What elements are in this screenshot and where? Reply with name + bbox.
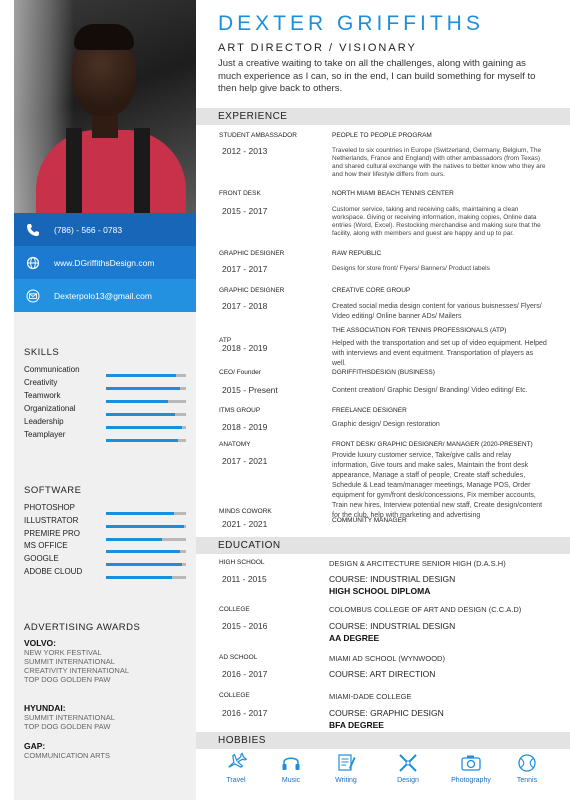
experience-description: Created social media design content for various buisnesses/ Flyers/ Video editing/ Online banner ADs/ Mailers <box>332 303 542 320</box>
airplane-icon <box>225 752 247 774</box>
hobby-label: Music <box>281 777 301 784</box>
phone-icon <box>22 219 44 241</box>
experience-organization: RAW REPUBLIC <box>332 250 382 257</box>
award-item: SUMMIT INTERNATIONAL <box>24 657 115 666</box>
contact-website[interactable] <box>14 246 196 279</box>
award-item: COMMUNICATION ARTS <box>24 751 110 760</box>
hobby-tennis <box>502 752 552 784</box>
experience-dates: 2017 - 2018 <box>222 301 268 311</box>
skill-row <box>24 404 189 417</box>
hobby-label: Design <box>397 777 419 784</box>
skill-bar-fill <box>106 538 162 541</box>
software-row <box>24 541 189 554</box>
hobby-design <box>383 752 433 784</box>
skill-label: GOOGLE <box>24 554 59 564</box>
candidate-name: DEXTER GRIFFITHS <box>218 12 484 35</box>
skill-bar-track <box>106 439 186 442</box>
software-row <box>24 516 189 529</box>
education-dates: 2016 - 2017 <box>222 669 268 679</box>
software-row <box>24 567 189 580</box>
education-level: HIGH SCHOOL <box>219 559 265 566</box>
award-item: SUMMIT INTERNATIONAL <box>24 713 115 722</box>
experience-organization: COMMUNITY MANAGER <box>332 517 407 524</box>
experience-organization: NORTH MIAMI BEACH TENNIS CENTER <box>332 190 454 197</box>
award-item: TOP DOG GOLDEN PAW <box>24 675 111 684</box>
software-row <box>24 503 189 516</box>
profile-photo <box>14 0 196 213</box>
contact-phone[interactable] <box>14 213 196 246</box>
hobby-label: Travel <box>226 777 246 784</box>
software-row <box>24 554 189 567</box>
education-level: AD SCHOOL <box>219 654 258 661</box>
education-course: COURSE: INDUSTRIAL DESIGN <box>329 621 456 631</box>
skill-bar-fill <box>106 387 180 390</box>
experience-role: CEO/ Founder <box>219 369 261 376</box>
hobby-label: Tennis <box>516 777 538 784</box>
contact-email[interactable] <box>14 279 196 312</box>
sidebar <box>14 0 196 800</box>
award-item: NEW YORK FESTIVAL <box>24 648 102 657</box>
skill-label: Teamplayer <box>24 430 66 439</box>
email-address[interactable]: Dexterpolo13@gmail.com <box>54 290 152 301</box>
skill-bar-fill <box>106 439 178 442</box>
award-item: CREATIVITY INTERNATIONAL <box>24 666 130 675</box>
skill-bar-track <box>106 576 186 579</box>
skill-bar-fill <box>106 413 175 416</box>
summary-text: Just a creative waiting to take on all the challenges, along with gaining as much experience as I can, so in the end, I can build something for myself to then help give back to others. <box>218 58 536 94</box>
award-brand: VOLVO: <box>24 638 56 648</box>
skill-bar-fill <box>106 550 180 553</box>
tennis-ball-icon <box>516 752 538 774</box>
skill-bar-fill <box>106 576 172 579</box>
education-dates: 2015 - 2016 <box>222 621 268 631</box>
skill-label: Leadership <box>24 417 64 426</box>
experience-description: Graphic design/ Design restoration <box>332 421 440 428</box>
skill-bar-fill <box>106 512 174 515</box>
skill-row <box>24 378 189 391</box>
hobby-writing <box>321 752 371 784</box>
award-item: TOP DOG GOLDEN PAW <box>24 722 111 731</box>
skill-bar-track <box>106 387 186 390</box>
skill-label: PHOTOSHOP <box>24 503 75 512</box>
skill-bar-fill <box>106 374 176 377</box>
education-dates: 2016 - 2017 <box>222 708 268 718</box>
skill-bar-fill <box>106 563 182 566</box>
education-header: EDUCATION <box>196 537 570 554</box>
skill-label: Organizational <box>24 404 76 413</box>
experience-organization: THE ASSOCIATION FOR TENNIS PROFESSIONALS (ATP) <box>332 327 507 334</box>
experience-header: EXPERIENCE <box>196 108 570 125</box>
experience-organization: FREELANCE DESIGNER <box>332 407 407 414</box>
skill-label: MS OFFICE <box>24 541 68 551</box>
candidate-title: ART DIRECTOR / VISIONARY <box>218 42 417 54</box>
experience-role: ITMS GROUP <box>219 407 261 414</box>
education-level: COLLEGE <box>219 606 250 613</box>
hobbies-header: HOBBIES <box>196 732 570 749</box>
skill-row <box>24 417 189 430</box>
experience-dates: 2015 - Present <box>222 385 278 395</box>
experience-role: GRAPHIC DESIGNER <box>219 287 285 294</box>
experience-dates: 2012 - 2013 <box>222 146 268 156</box>
skill-row <box>24 365 189 378</box>
skill-bar-track <box>106 538 186 541</box>
experience-dates: 2017 - 2017 <box>222 264 268 274</box>
education-school: MIAMI-DADE COLLEGE <box>329 692 412 701</box>
experience-dates: 2017 - 2021 <box>222 456 268 466</box>
experience-role: MINDS COWORK <box>219 508 272 515</box>
hobby-travel <box>211 752 261 784</box>
experience-description: Content creation/ Graphic Design/ Branding/ Video editing/ Etc. <box>332 387 528 394</box>
experience-description: Traveled to six countries in Europe (Switzerland, Germany, Belgium, The Netherlands, France and England) with other ambassadors (from Texas) and shared cultural exchange with the natives to better know who they are and how their lifestyle differs from ours. <box>332 147 546 178</box>
skill-label: ADOBE CLOUD <box>24 567 83 576</box>
skill-bar-track <box>106 512 186 515</box>
experience-role: ANATOMY <box>219 441 251 448</box>
skill-bar-track <box>106 374 186 377</box>
experience-description: Provide luxury customer service, Take/give calls and relay information, Give tours and make sales, Maintain the front desk appearance, Manage a staff of people, Create staff schedules, Schedule & Lead team/manager meetings, Manage POS, Order equipment for gym/front desk/concessions, Fix member accounts, Train new hires, Interview potential new staff, Create design/content for the club, help with marketing and advertising <box>332 452 543 519</box>
skill-label: Creativity <box>24 378 58 387</box>
phone-number: (786) - 566 - 0783 <box>54 224 123 235</box>
skill-bar-fill <box>106 525 184 528</box>
hobby-music <box>266 752 316 784</box>
design-tools-icon <box>397 752 419 774</box>
hobby-photography <box>446 752 496 784</box>
education-degree: BFA DEGREE <box>329 720 384 730</box>
education-school: COLOMBUS COLLEGE OF ART AND DESIGN (C.C.A.D) <box>329 605 522 614</box>
software-title: SOFTWARE <box>24 485 82 496</box>
education-course: COURSE: INDUSTRIAL DESIGN <box>329 574 456 584</box>
experience-role: STUDENT AMBASSADOR <box>219 132 297 139</box>
experience-organization: PEOPLE TO PEOPLE PROGRAM <box>332 132 432 139</box>
skill-bar-track <box>106 550 186 553</box>
skills-title: SKILLS <box>24 347 60 358</box>
globe-icon <box>22 252 44 274</box>
experience-description: Designs for store front/ Flyers/ Banners/ Product labels <box>332 265 490 272</box>
skill-bar-track <box>106 563 186 566</box>
experience-dates: 2021 - 2021 <box>222 519 268 529</box>
experience-role: FRONT DESK <box>219 190 261 197</box>
skill-row <box>24 391 189 404</box>
education-course: COURSE: GRAPHIC DESIGN <box>329 708 444 718</box>
experience-role: GRAPHIC DESIGNER <box>219 250 285 257</box>
skill-bar-track <box>106 413 186 416</box>
hobby-label: Photography <box>451 777 491 784</box>
awards-title: ADVERTISING AWARDS <box>24 622 141 633</box>
skill-bar-fill <box>106 400 168 403</box>
skill-label: PREMIRE PRO <box>24 528 81 538</box>
website-link[interactable]: www.DGriffithsDesign.com <box>54 257 155 268</box>
envelope-icon <box>22 285 44 307</box>
camera-icon <box>460 752 482 774</box>
skill-label: Communication <box>24 365 80 374</box>
education-dates: 2011 - 2015 <box>222 574 267 584</box>
experience-organization: FRONT DESK/ GRAPHIC DESIGNER/ MANAGER (2020-PRESENT) <box>332 441 533 448</box>
software-row <box>24 529 189 542</box>
education-course: COURSE: ART DIRECTION <box>329 669 436 679</box>
experience-description: Helped with the transportation and set up of video equipment. Helped with interviews and event equitment. Transportation of players as well. <box>332 340 547 367</box>
experience-organization: CREATIVE CORE GROUP <box>332 287 411 294</box>
education-level: COLLEGE <box>219 692 250 699</box>
education-school: DESIGN & ARCITECTURE SENIOR HIGH (D.A.S.H) <box>329 559 506 568</box>
experience-organization: DGRIFFITHSDESIGN (BUSINESS) <box>332 369 435 376</box>
education-degree: AA DEGREE <box>329 633 380 643</box>
skill-label: Teamwork <box>24 391 61 400</box>
award-brand: GAP: <box>24 741 46 751</box>
headphones-icon <box>280 752 302 774</box>
skill-bar-fill <box>106 426 182 429</box>
experience-dates: 2015 - 2017 <box>222 206 268 216</box>
skill-bar-track <box>106 426 186 429</box>
experience-dates: 2018 - 2019 <box>222 422 268 432</box>
skill-bar-track <box>106 525 186 528</box>
education-school: MIAMI AD SCHOOL (WYNWOOD) <box>329 654 445 663</box>
education-degree: HIGH SCHOOL DIPLOMA <box>329 586 431 596</box>
notepad-icon <box>335 752 357 774</box>
award-brand: HYUNDAI: <box>24 703 66 713</box>
skill-row <box>24 430 189 443</box>
hobby-label: Writing <box>335 777 357 784</box>
skill-label: ILLUSTRATOR <box>24 515 79 525</box>
experience-role: ATP <box>219 337 232 344</box>
experience-dates: 2018 - 2019 <box>222 343 268 353</box>
skill-bar-track <box>106 400 186 403</box>
experience-description: Customer service, taking and receiving calls, maintaining a clean workspace. Giving or receiving information, making copies, Online data entries (Word, Excel). Restocking merchandise and making sure that the facility, along with members and guest are happy and up to par. <box>332 206 541 237</box>
